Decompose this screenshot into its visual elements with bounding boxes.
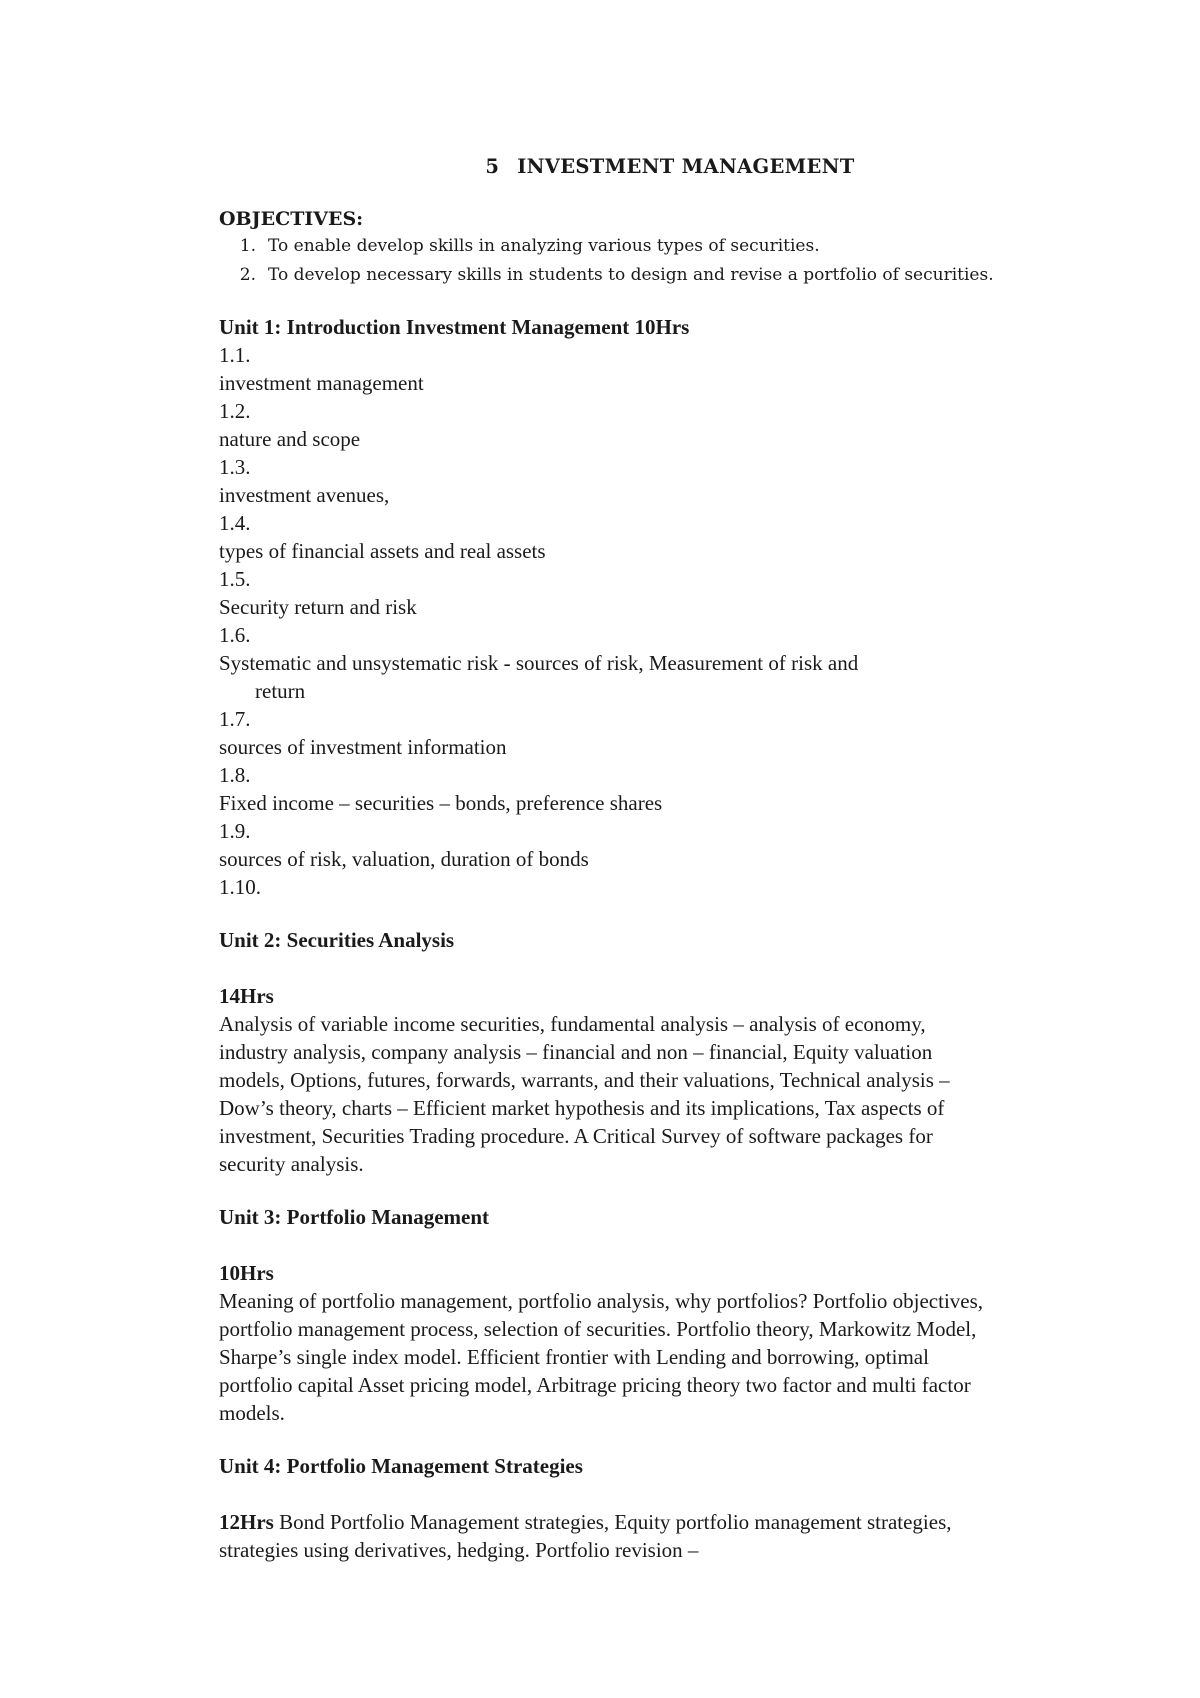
unit-2-hours: 14Hrs	[219, 984, 274, 1008]
topic-text: sources of investment information	[219, 735, 507, 759]
section-title: INVESTMENT MANAGEMENT	[517, 155, 855, 178]
unit-3-body: Meaning of portfolio management, portfolio analysis, why portfolios? Portfolio objectives, portfolio management process, selection of securities. Portfolio theory, Markowitz Model, Sharpe’s single index model. Efficient frontier with Lending and borrowing, optimal portfolio capital Asset pricing model, Arbitrage pricing theory two factor and multi factor models.	[219, 1289, 984, 1425]
objective-text: To develop necessary skills in students to design and revise a portfolio of securities.	[268, 265, 994, 285]
objectives-heading: OBJECTIVES:	[219, 208, 364, 230]
unit-1-heading: Unit 1: Introduction Investment Management 10Hrs	[219, 315, 690, 339]
topic-text: Fixed income – securities – bonds, preference shares	[219, 791, 663, 815]
unit-4-body-text: Bond Portfolio Management strategies, Equity portfolio management strategies, strategies using derivatives, hedging. Portfolio revision –	[219, 1510, 952, 1562]
spacer	[219, 1480, 989, 1508]
page-title	[0, 155, 1200, 178]
topic-number: 1.3.	[219, 455, 251, 479]
topic-text: investment avenues,	[219, 483, 390, 507]
spacer	[219, 1427, 989, 1452]
topic-number: 1.1.	[219, 343, 251, 367]
unit-3-heading: Unit 3: Portfolio Management	[219, 1205, 490, 1229]
section-number: 5	[485, 155, 500, 178]
unit-2-heading: Unit 2: Securities Analysis	[219, 928, 455, 952]
objective-text: To enable develop skills in analyzing various types of securities.	[268, 236, 820, 256]
topic-text: types of financial assets and real assets	[219, 539, 546, 563]
objective-number: 1.	[239, 236, 256, 256]
topic-text-line: Systematic and unsystematic risk - sources of risk, Measurement of risk and	[219, 651, 859, 675]
topic-text-continuation: return	[255, 679, 306, 703]
unit-4-body	[219, 1508, 989, 1564]
objective-number: 2.	[239, 265, 256, 285]
topic-number: 1.7.	[219, 707, 251, 731]
objective-item	[219, 261, 994, 290]
topic-number: 1.5.	[219, 567, 251, 591]
spacer	[219, 901, 989, 926]
spacer	[219, 1231, 989, 1259]
objectives-list	[219, 232, 994, 290]
spacer	[219, 954, 989, 982]
topic-number: 1.8.	[219, 763, 251, 787]
topic-number: 1.10.	[219, 875, 261, 899]
topic-text: sources of risk, valuation, duration of bonds	[219, 847, 589, 871]
topic-text	[219, 649, 989, 705]
topic-number: 1.2.	[219, 399, 251, 423]
topic-text: Security return and risk	[219, 595, 417, 619]
topic-number: 1.6.	[219, 623, 251, 647]
topic-number: 1.4.	[219, 511, 251, 535]
unit-4-hours: 12Hrs	[219, 1510, 274, 1534]
unit-4-heading: Unit 4: Portfolio Management Strategies	[219, 1454, 583, 1478]
topic-text: nature and scope	[219, 427, 361, 451]
topic-text: investment management	[219, 371, 424, 395]
unit-3-hours: 10Hrs	[219, 1261, 274, 1285]
spacer	[219, 1178, 989, 1203]
syllabus-content	[219, 313, 989, 1564]
unit-2-body: Analysis of variable income securities, fundamental analysis – analysis of economy, industry analysis, company analysis – financial and non – financial, Equity valuation models, Options, futures, forwards, warrants, and their valuations, Technical analysis – Dow’s theory, charts – Efficient market hypothesis and its implications, Tax aspects of investment, Securities Trading procedure. A Critical Survey of software packages for security analysis.	[219, 1012, 950, 1176]
topic-number: 1.9.	[219, 819, 251, 843]
objective-item	[219, 232, 994, 261]
